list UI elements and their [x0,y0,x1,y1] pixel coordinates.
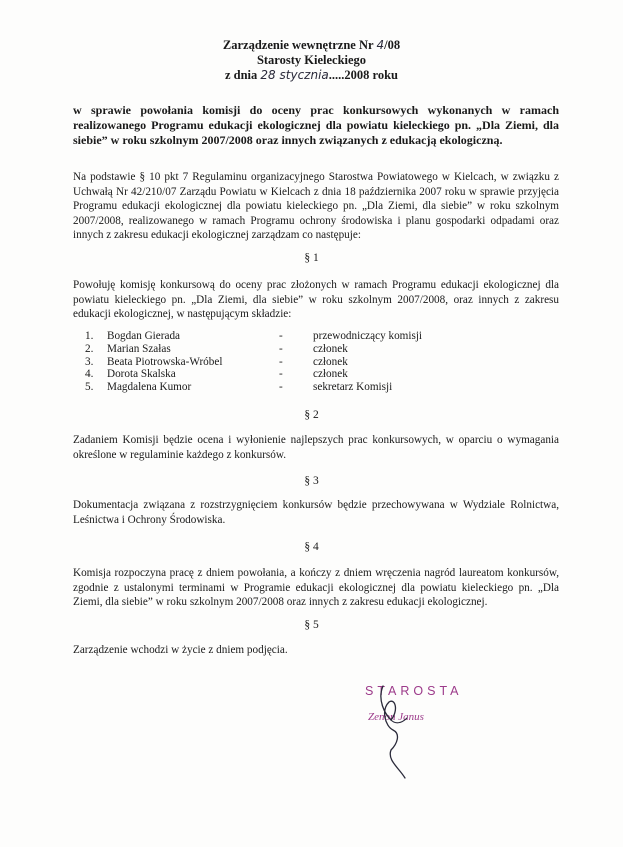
section-3-symbol: § 3 [304,475,319,487]
member-role: sekretarz Komisji [313,381,393,394]
stamp-name: Zenon Janus [368,711,424,723]
section-2-symbol: § 2 [304,409,319,421]
section-4-text: Komisja rozpoczyna pracę z dniem powołania, a kończy z dniem wręczenia nagród laureatom konkursów, zgodnie z ustalonymi terminami w Programie edukacji ekologicznej dla powiatu kieleckiego pn. „Dla Ziemi, dla siebie” w roku szkolnym 2007/2008 oraz innych z zakresu edukacji ekologicznej. [73,567,559,609]
order-title: Zarządzenie wewnętrzne Nr [222,38,374,52]
member-name: Magdalena Kumor [107,381,192,394]
list-item [85,343,513,356]
list-item [85,368,513,381]
section-1-symbol: § 1 [304,252,319,264]
section-4-symbol: § 4 [304,541,319,553]
starosta-stamp: STAROSTA [365,684,463,698]
list-item [85,381,513,394]
handwritten-order-number: 4 [376,38,385,52]
member-dash: - [279,330,283,342]
member-role: członek [313,355,348,368]
section-5-symbol: § 5 [304,619,319,631]
member-name: Beata Piotrowska-Wróbel [107,355,223,368]
list-item [85,330,513,343]
document-header [0,38,623,83]
member-name: Dorota Skalska [107,368,176,381]
member-role: członek [313,342,348,355]
member-name: Marian Szałas [107,342,171,355]
commission-members-list [85,330,513,394]
handwritten-date: 28 stycznia [260,68,329,82]
member-dash: - [279,355,283,368]
preamble-paragraph: Na podstawie § 10 pkt 7 Regulaminu organizacyjnego Starostwa Powiatowego w Kielcach, w związku z Uchwałą Nr 42/210/07 Zarządu Powiatu w Kielcach z dnia 18 października 2007 roku w sprawie przyjęcia Programu edukacji ekologicznej dla powiatu kieleckiego pn. „Dla Ziemi, dla siebie” w roku szkolnym 2007/2008, realizowanego w ramach Programu ochrony środowiska i planu gospodarki odpadami oraz innych z zakresu edukacji ekologicznej zarządzam co następuje: [73,171,559,242]
list-item [85,356,513,369]
issuer-title: Starosty Kieleckiego [256,53,367,67]
member-number: 5. [85,381,94,394]
member-role: przewodniczący komisji [313,330,423,342]
handwritten-signature [355,680,455,790]
document-subject: w sprawie powołania komisji do oceny prac konkursowych wykonanych w ramach realizowanego Programu edukacji ekologicznej dla powiatu kieleckiego pn. „Dla Ziemi, dla siebie” w roku szkolnym 2007/2008 oraz innych związanych z edukacją ekologiczną. [73,103,559,147]
header-line-1 [0,38,623,53]
section-1-text: Powołuję komisję konkursową do oceny prac złożonych w ramach Programu edukacji ekologicznej dla powiatu kieleckiego pn. „Dla Ziemi, dla siebie” w roku szkolnym 2007/2008, oraz innych z zakresu edukacji ekologicznej, w następującym składzie: [73,279,559,321]
order-year-suffix: /08 [384,38,401,52]
member-dash: - [279,368,283,381]
member-name: Bogdan Gierada [107,330,181,342]
date-prefix: z dnia [224,68,258,82]
date-suffix: .....2008 roku [328,68,398,82]
section-2-text: Zadaniem Komisji będzie ocena i wyłonienie najlepszych prac konkursowych, w oparciu o wymagania określone w regulaminie każdego z konkursów. [73,434,559,461]
section-3-text: Dokumentacja związana z rozstrzygnięciem konkursów będzie przechowywana w Wydziale Rolnictwa, Leśnictwa i Ochrony Środowiska. [73,499,559,526]
section-5-text: Zarządzenie wchodzi w życie z dniem podjęcia. [73,644,288,656]
header-line-3 [0,68,623,83]
member-dash: - [279,342,283,355]
member-role: członek [313,368,348,381]
member-number: 3. [85,355,94,368]
member-number: 1. [85,330,94,342]
member-number: 2. [85,342,94,355]
member-dash: - [279,381,283,394]
member-number: 4. [85,368,94,381]
